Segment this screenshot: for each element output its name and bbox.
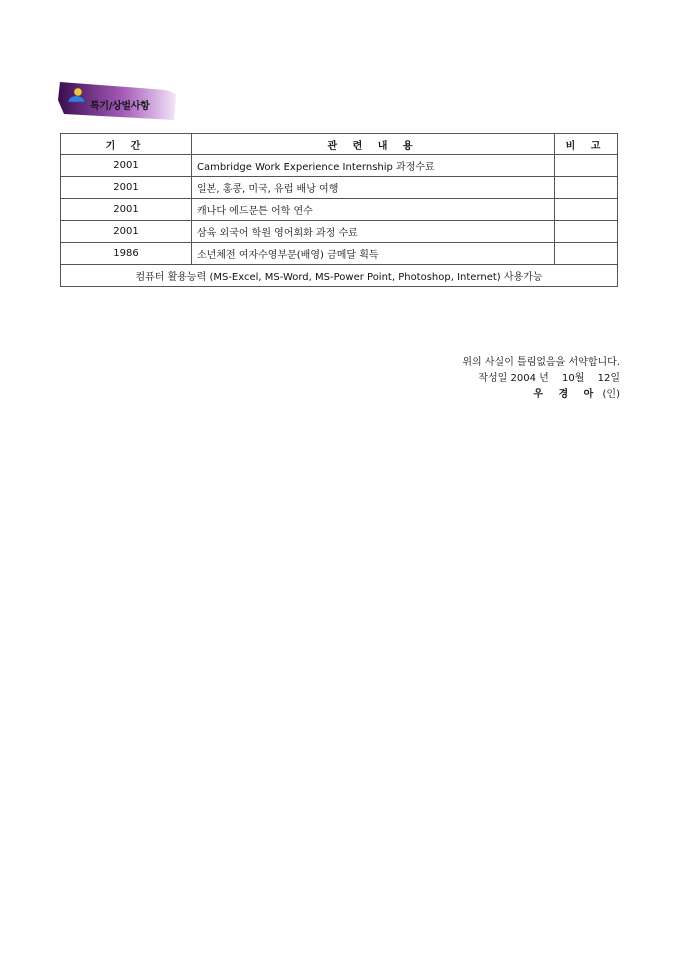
computer-skills-summary: 컴퓨터 활용능력 (MS-Excel, MS-Word, MS-Power Point, Photoshop, Internet) 사용가능 [61, 265, 618, 287]
pledge-text: 위의 사실이 틀림없음을 서약합니다. [462, 357, 620, 368]
table-row [61, 199, 618, 221]
date-line [462, 371, 620, 387]
row-note [555, 199, 618, 221]
section-badge [58, 80, 178, 122]
table-row [61, 177, 618, 199]
person-icon [66, 87, 86, 103]
date-year-unit: 년 [539, 373, 549, 384]
row-period: 2001 [61, 221, 192, 243]
row-content: Cambridge Work Experience Internship 과정수료 [192, 155, 555, 177]
row-note [555, 177, 618, 199]
row-note [555, 243, 618, 265]
row-period: 2001 [61, 199, 192, 221]
row-content: 일본, 홍콩, 미국, 유럽 배낭 여행 [192, 177, 555, 199]
row-content: 소년체전 여자수영부문(배영) 금메달 획득 [192, 243, 555, 265]
awards-table [60, 133, 618, 287]
row-content: 캐나다 에드문튼 어학 연수 [192, 199, 555, 221]
date-label: 작성일 [478, 373, 508, 384]
table-row [61, 155, 618, 177]
row-note [555, 221, 618, 243]
signer-name: 우 경 아 [533, 389, 600, 400]
header-period: 기 간 [61, 134, 192, 155]
date-year: 2004 [510, 373, 536, 384]
header-note: 비 고 [555, 134, 618, 155]
row-period: 1986 [61, 243, 192, 265]
signer-line [462, 387, 620, 403]
summary-row [61, 265, 618, 287]
signature-block [462, 355, 620, 403]
date-month: 10월 [562, 373, 585, 384]
row-content: 삼육 외국어 학원 영어회화 과정 수료 [192, 221, 555, 243]
table-row [61, 221, 618, 243]
table-row [61, 243, 618, 265]
row-period: 2001 [61, 155, 192, 177]
seal-mark: (인) [602, 389, 620, 400]
table-header-row [61, 134, 618, 155]
date-day: 12일 [597, 373, 620, 384]
row-period: 2001 [61, 177, 192, 199]
header-content: 관 련 내 용 [192, 134, 555, 155]
row-note [555, 155, 618, 177]
section-title: 특기/상벌사항 [90, 101, 150, 112]
